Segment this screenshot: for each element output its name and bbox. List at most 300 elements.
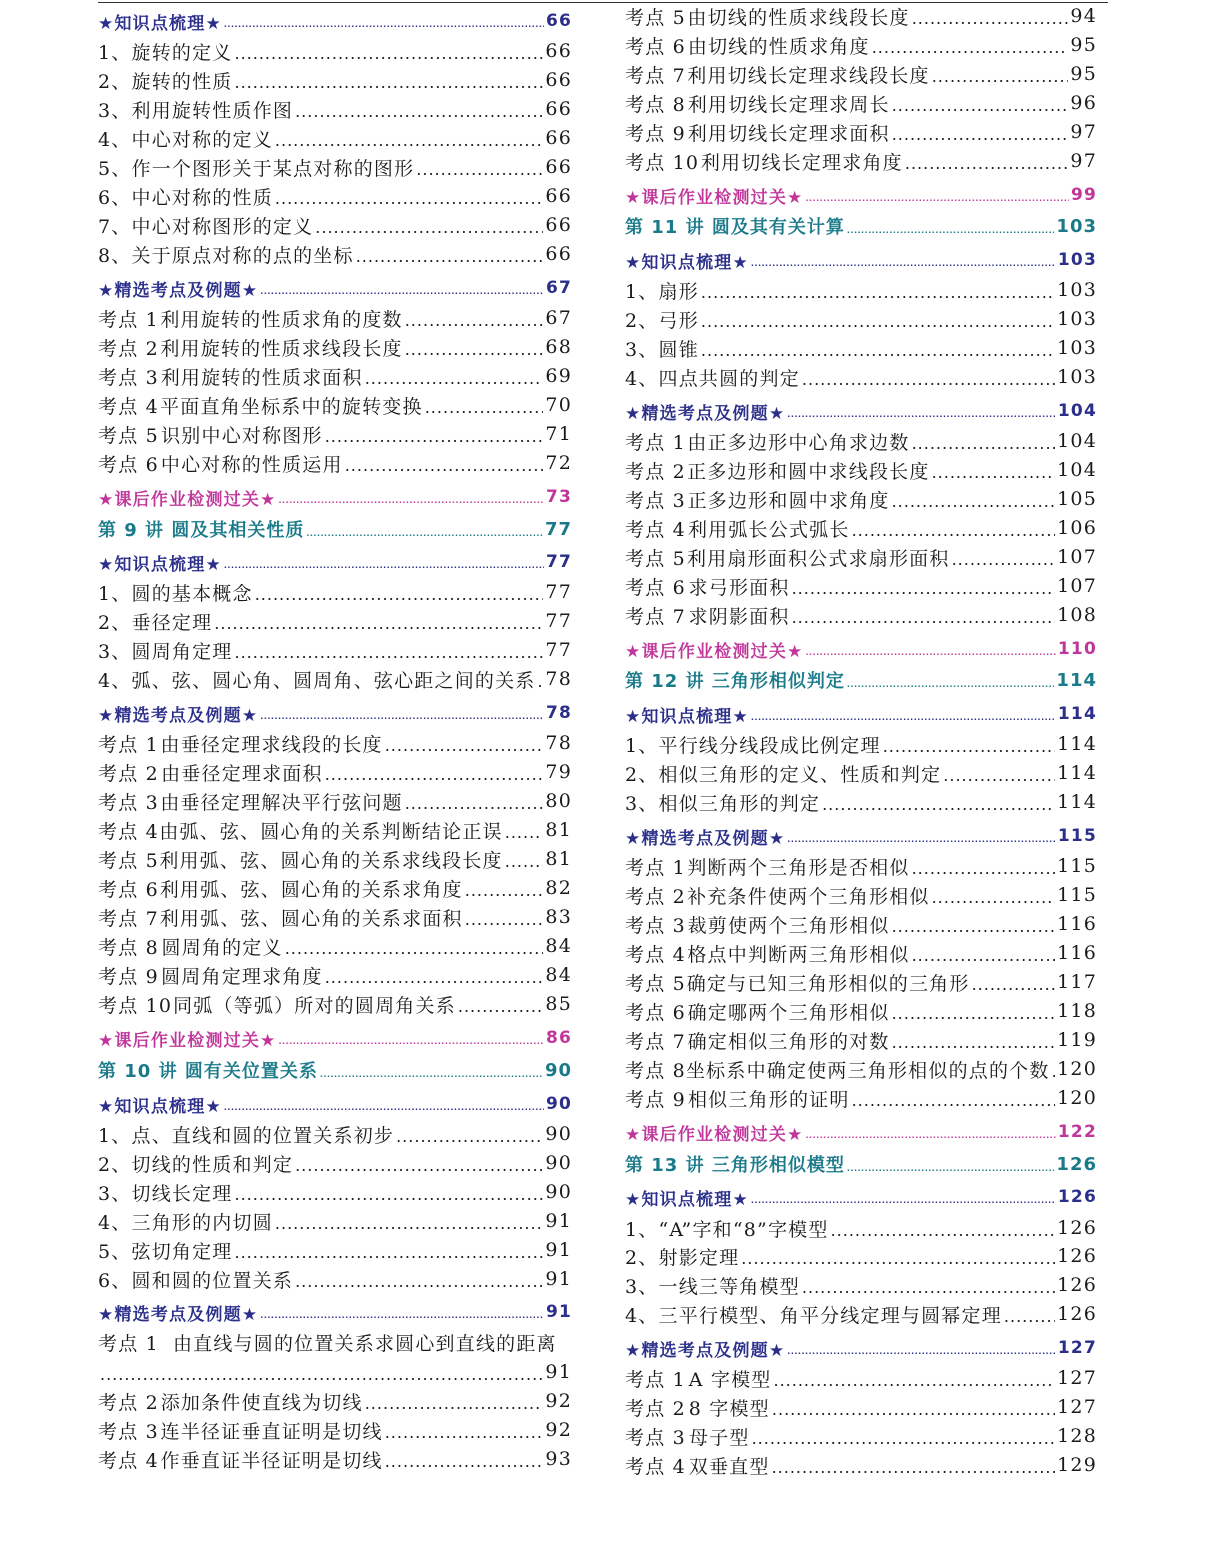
dot-leader (741, 1247, 1055, 1267)
exam-point-number: 考点 1 (98, 733, 159, 756)
dot-leader (802, 368, 1055, 388)
section-title: ★精选考点及例题★ (98, 705, 259, 726)
toc-exam-point[interactable] (625, 1452, 1097, 1478)
dot-leader (792, 606, 1056, 626)
chapter-title: 第 11 讲 圆及其有关计算 (625, 217, 845, 238)
section-title: ★知识点梳理★ (98, 13, 222, 34)
exam-point-title: 8 字模型 (688, 1397, 770, 1420)
exam-point-number: 考点 10 (625, 151, 700, 174)
toc-exam-point[interactable] (98, 817, 572, 843)
dot-leader (905, 152, 1069, 172)
dot-leader (385, 1450, 544, 1470)
exam-point-number: 考点 2 (625, 1397, 686, 1420)
toc-knowledge-item[interactable] (98, 1208, 572, 1234)
dot-leader (275, 187, 544, 207)
toc-exam-point[interactable] (98, 991, 572, 1017)
exam-point-number: 考点 6 (625, 576, 686, 599)
toc-section-heading[interactable] (625, 1119, 1097, 1145)
exam-point-title: 判断两个三角形是否相似 (687, 856, 910, 879)
item-title: 3、圆锥 (625, 338, 699, 361)
toc-exam-point[interactable] (98, 334, 572, 360)
toc-knowledge-item[interactable] (625, 1215, 1097, 1241)
exam-point-title: 利用切线长定理求面积 (687, 122, 890, 145)
exam-point-title: 补充条件使两个三角形相似 (687, 885, 930, 908)
toc-knowledge-item[interactable] (98, 1237, 572, 1263)
exam-point-number: 考点 6 (98, 878, 159, 901)
item-title: 1、平行线分线段成比例定理 (625, 734, 881, 757)
page-number: 91 (545, 1302, 572, 1322)
toc-exam-point[interactable] (625, 119, 1097, 145)
page-number: 72 (545, 452, 572, 474)
toc-knowledge-item[interactable] (98, 579, 572, 605)
toc-exam-point[interactable] (625, 90, 1097, 116)
page-number: 77 (545, 552, 572, 572)
toc-section-heading[interactable] (98, 1299, 572, 1325)
dot-leader (701, 310, 1055, 330)
dot-leader (100, 1363, 543, 1383)
exam-point-title: 作垂直证半径证明是切线 (160, 1449, 383, 1472)
toc-exam-point[interactable] (98, 933, 572, 959)
toc-knowledge-item[interactable] (98, 183, 572, 209)
toc-exam-point[interactable] (98, 904, 572, 930)
chapter-title: 第 12 讲 三角形相似判定 (625, 671, 845, 692)
toc-exam-point[interactable] (625, 853, 1097, 879)
toc-knowledge-item[interactable] (625, 1272, 1097, 1298)
toc-exam-point[interactable] (98, 846, 572, 872)
exam-point-title: 由弧、弦、圆心角的关系判断结论正误 (159, 820, 503, 843)
page-number: 84 (545, 935, 572, 957)
toc-exam-point[interactable] (98, 305, 572, 331)
page-number: 78 (545, 703, 572, 723)
item-title: 5、弦切角定理 (98, 1240, 233, 1263)
toc-knowledge-item[interactable] (98, 125, 572, 151)
page-number: 92 (545, 1390, 572, 1412)
item-title: 6、圆和圆的位置关系 (98, 1269, 294, 1292)
page-number: 69 (545, 365, 572, 387)
toc-knowledge-item[interactable] (98, 608, 572, 634)
toc-exam-point[interactable] (98, 363, 572, 389)
toc-section-heading[interactable] (625, 701, 1097, 727)
dot-leader (751, 705, 1056, 725)
page-number: 103 (1056, 215, 1097, 237)
page-number: 77 (544, 518, 572, 540)
item-title: 1、点、直线和圆的位置关系初步 (98, 1124, 395, 1147)
dot-leader (751, 1188, 1056, 1208)
dot-leader (235, 71, 544, 91)
toc-exam-point[interactable] (625, 882, 1097, 908)
exam-point-title: 利用切线长定理求线段长度 (687, 64, 930, 87)
exam-point-title: 确定哪两个三角形相似 (687, 1001, 890, 1024)
item-title: 6、中心对称的性质 (98, 186, 273, 209)
page-number: 97 (1070, 150, 1097, 172)
section-title: ★课后作业检测过关★ (625, 641, 804, 662)
toc-exam-point[interactable] (98, 1417, 572, 1443)
toc-exam-point[interactable] (625, 969, 1097, 995)
dot-leader (787, 827, 1056, 847)
page-number: 104 (1057, 401, 1097, 421)
toc-chapter-heading[interactable] (625, 213, 1097, 239)
item-title: 2、旋转的性质 (98, 70, 233, 93)
toc-knowledge-item[interactable] (98, 96, 572, 122)
page-number: 97 (1070, 121, 1097, 143)
exam-point-number: 考点 8 (625, 93, 686, 116)
dot-leader (425, 396, 544, 416)
exam-point-title: 由切线的性质求角度 (687, 35, 870, 58)
exam-point-title: 由正多边形中心角求边数 (687, 431, 910, 454)
page-number: 85 (545, 993, 572, 1015)
toc-exam-point[interactable] (625, 998, 1097, 1024)
toc-exam-point[interactable] (98, 392, 572, 418)
toc-exam-point[interactable] (625, 911, 1097, 937)
toc-knowledge-item[interactable] (98, 67, 572, 93)
dot-leader (235, 42, 544, 62)
page-number: 70 (545, 394, 572, 416)
page-number: 106 (1057, 517, 1097, 539)
section-title: ★精选考点及例题★ (625, 828, 786, 849)
dot-leader (774, 1369, 1056, 1389)
exam-point-title: 由垂径定理求线段的长度 (160, 733, 383, 756)
exam-point-title: 母子型 (688, 1426, 750, 1449)
page-number: 82 (545, 877, 572, 899)
exam-point-number: 考点 8 (625, 1059, 686, 1082)
toc-section-heading[interactable] (625, 247, 1097, 273)
toc-section-heading[interactable] (98, 8, 572, 34)
page-number: 115 (1057, 884, 1097, 906)
dot-leader (883, 735, 1055, 755)
toc-exam-point[interactable] (98, 1388, 572, 1414)
toc-exam-point[interactable] (98, 730, 572, 756)
page-number: 116 (1057, 942, 1097, 964)
page-number: 80 (545, 790, 572, 812)
toc-knowledge-item[interactable] (625, 1243, 1097, 1269)
section-title: ★课后作业检测过关★ (625, 1124, 804, 1145)
dot-leader (892, 915, 1056, 935)
exam-point-title: 相似三角形的证明 (687, 1088, 850, 1111)
page-number: 116 (1057, 913, 1097, 935)
dot-leader (912, 7, 1069, 27)
page-number: 127 (1057, 1367, 1097, 1389)
page-number: 79 (545, 761, 572, 783)
exam-point-number: 考点 3 (625, 489, 686, 512)
toc-exam-point[interactable] (625, 940, 1097, 966)
toc-knowledge-item[interactable] (98, 1121, 572, 1147)
dot-leader (852, 519, 1056, 539)
toc-exam-point[interactable] (625, 1423, 1097, 1449)
toc-section-heading[interactable] (625, 636, 1097, 662)
exam-point-title: A 字模型 (688, 1368, 772, 1391)
page-number: 107 (1057, 575, 1097, 597)
toc-exam-point[interactable] (98, 1329, 572, 1355)
dot-leader (320, 1061, 543, 1081)
item-title: 5、作一个图形关于某点对称的图形 (98, 157, 415, 180)
section-title: ★精选考点及例题★ (625, 403, 786, 424)
page-number: 91 (545, 1210, 572, 1232)
toc-exam-point[interactable] (625, 602, 1097, 628)
toc-section-heading[interactable] (98, 700, 572, 726)
exam-point-number: 考点 9 (625, 122, 686, 145)
toc-section-heading[interactable] (625, 823, 1097, 849)
dot-leader (892, 1002, 1056, 1022)
page-number: 104 (1057, 459, 1097, 481)
dot-leader (365, 367, 544, 387)
dot-leader (932, 65, 1069, 85)
exam-point-number: 考点 6 (625, 35, 686, 58)
page-number: 95 (1070, 34, 1097, 56)
exam-point-number: 考点 3 (98, 791, 159, 814)
toc-exam-point[interactable] (98, 759, 572, 785)
toc-exam-point[interactable] (98, 421, 572, 447)
toc-knowledge-item[interactable] (98, 1150, 572, 1176)
page-number: 126 (1057, 1274, 1097, 1296)
toc-exam-point[interactable] (625, 61, 1097, 87)
toc-knowledge-item[interactable] (625, 306, 1097, 332)
exam-point-number: 考点 4 (625, 943, 686, 966)
section-title: ★精选考点及例题★ (98, 1304, 259, 1325)
toc-exam-point[interactable] (625, 3, 1097, 29)
toc-knowledge-item[interactable] (98, 154, 572, 180)
page-number: 66 (545, 127, 572, 149)
dot-leader (275, 129, 544, 149)
section-title: ★课后作业检测过关★ (625, 187, 804, 208)
exam-point-number: 考点 1 (98, 308, 159, 331)
toc-knowledge-item[interactable] (625, 731, 1097, 757)
dot-leader (224, 1095, 544, 1115)
toc-section-heading[interactable] (98, 484, 572, 510)
toc-knowledge-item[interactable] (98, 212, 572, 238)
page-number: 120 (1057, 1058, 1097, 1080)
exam-point-title: 利用旋转的性质求面积 (160, 366, 363, 389)
toc-knowledge-item[interactable] (98, 38, 572, 64)
page-number: 83 (545, 906, 572, 928)
toc-section-heading[interactable] (625, 398, 1097, 424)
toc-exam-point[interactable] (98, 1446, 572, 1472)
toc-knowledge-item[interactable] (98, 1266, 572, 1292)
page-number: 90 (545, 1123, 572, 1145)
dot-leader (805, 1123, 1055, 1143)
page-number: 126 (1057, 1187, 1097, 1207)
page-number: 104 (1057, 430, 1097, 452)
page-number: 118 (1057, 1000, 1097, 1022)
toc-chapter-heading[interactable] (98, 516, 572, 542)
toc-exam-point[interactable] (625, 32, 1097, 58)
exam-point-number: 考点 3 (625, 1426, 686, 1449)
dot-leader (822, 793, 1055, 813)
toc-chapter-heading[interactable] (625, 667, 1097, 693)
toc-exam-point[interactable] (625, 544, 1097, 570)
dot-leader (458, 995, 544, 1015)
exam-point-title: 利用弧、弦、圆心角的关系求面积 (159, 907, 463, 930)
dot-leader (872, 36, 1069, 56)
toc-section-heading[interactable] (98, 1091, 572, 1117)
toc-exam-point[interactable] (625, 428, 1097, 454)
dot-leader (405, 309, 544, 329)
dot-leader (751, 251, 1056, 271)
toc-exam-point[interactable] (98, 788, 572, 814)
dot-leader (325, 425, 544, 445)
page-number: 71 (545, 423, 572, 445)
toc-knowledge-item[interactable] (98, 637, 572, 663)
page-number: 91 (545, 1239, 572, 1261)
toc-knowledge-item[interactable] (625, 335, 1097, 361)
page-number: 114 (1057, 704, 1097, 724)
exam-point-title: 利用弧长公式弧长 (687, 518, 850, 541)
item-title: 1、“A”字和“8”字模型 (625, 1218, 829, 1241)
exam-point-title: 利用旋转的性质求线段长度 (160, 337, 403, 360)
dot-leader (972, 973, 1056, 993)
page-number: 128 (1057, 1425, 1097, 1447)
exam-point-number: 考点 5 (98, 849, 159, 872)
page-number: 73 (545, 487, 572, 507)
toc-knowledge-item[interactable] (625, 364, 1097, 390)
dot-leader (892, 490, 1056, 510)
exam-point-number: 考点 3 (98, 1420, 159, 1443)
page-number: 66 (545, 243, 572, 265)
dot-leader (505, 850, 544, 870)
page-number: 103 (1057, 337, 1097, 359)
dot-leader (932, 886, 1056, 906)
page-number: 66 (545, 156, 572, 178)
exam-point-title: 正多边形和圆中求角度 (687, 489, 890, 512)
exam-point-number: 考点 4 (625, 518, 686, 541)
page-number: 126 (1057, 1217, 1097, 1239)
dot-leader (396, 1125, 543, 1145)
dot-leader (365, 1392, 544, 1412)
toc-exam-point[interactable] (625, 1085, 1097, 1111)
page-number: 93 (545, 1448, 572, 1470)
toc-knowledge-item[interactable] (625, 789, 1097, 815)
page-number: 90 (545, 1181, 572, 1203)
page-number: 77 (545, 581, 572, 603)
toc-chapter-heading[interactable] (98, 1057, 572, 1083)
toc-section-heading[interactable] (625, 182, 1097, 208)
dot-leader (356, 245, 544, 265)
section-title: ★精选考点及例题★ (625, 1340, 786, 1361)
page-number: 114 (1056, 669, 1097, 691)
exam-point-number: 考点 7 (98, 907, 159, 930)
toc-knowledge-item[interactable] (98, 666, 572, 692)
exam-point-title: 双垂直型 (688, 1455, 770, 1478)
page-number: 114 (1057, 791, 1097, 813)
toc-section-heading[interactable] (625, 1184, 1097, 1210)
page-number: 66 (545, 69, 572, 91)
dot-leader (465, 908, 544, 928)
page-number: 129 (1057, 1454, 1097, 1476)
toc-exam-point[interactable] (98, 875, 572, 901)
exam-point-title: 由切线的性质求线段长度 (687, 6, 910, 29)
dot-leader (952, 548, 1056, 568)
exam-point-number: 考点 10 (98, 994, 173, 1017)
dot-leader (805, 186, 1068, 206)
exam-point-number: 考点 2 (98, 762, 159, 785)
toc-exam-point[interactable] (625, 1365, 1097, 1391)
page-number: 127 (1057, 1396, 1097, 1418)
dot-leader (1004, 1305, 1055, 1325)
item-title: 3、切线长定理 (98, 1182, 233, 1205)
exam-point-title: 裁剪使两个三角形相似 (687, 914, 890, 937)
toc-exam-point[interactable] (625, 148, 1097, 174)
page-number: 94 (1070, 5, 1097, 27)
page-number: 90 (545, 1094, 572, 1114)
section-title: ★课后作业检测过关★ (98, 489, 277, 510)
exam-point-title: 求弓形面积 (688, 576, 790, 599)
page-number: 66 (545, 98, 572, 120)
dot-leader (892, 123, 1069, 143)
toc-exam-point[interactable] (625, 515, 1097, 541)
toc-exam-point[interactable] (625, 1027, 1097, 1053)
exam-point-number: 考点 7 (625, 605, 686, 628)
dot-leader (285, 937, 544, 957)
exam-point-number: 考点 7 (625, 1030, 686, 1053)
dot-leader (278, 488, 543, 508)
dot-leader (701, 281, 1055, 301)
dot-leader (345, 454, 544, 474)
dot-leader (255, 583, 544, 603)
exam-point-title: 利用旋转的性质求角的度数 (160, 308, 403, 331)
page-number: 117 (1057, 971, 1097, 993)
toc-exam-point[interactable] (625, 573, 1097, 599)
item-title: 3、一线三等角模型 (625, 1275, 800, 1298)
page-number: 122 (1057, 1122, 1097, 1142)
toc-chapter-heading[interactable] (625, 1151, 1097, 1177)
toc-knowledge-item[interactable] (625, 760, 1097, 786)
toc-section-heading[interactable] (98, 549, 572, 575)
page-number: 66 (545, 185, 572, 207)
toc-knowledge-item[interactable] (625, 1301, 1097, 1327)
exam-point-title: 由直线与圆的位置关系求圆心到直线的距离 (172, 1332, 557, 1355)
dot-leader (295, 1154, 543, 1174)
exam-point-number: 考点 2 (625, 885, 686, 908)
exam-point-title: 圆周角的定义 (161, 936, 283, 959)
item-title: 3、利用旋转性质作图 (98, 99, 294, 122)
page-number: 120 (1057, 1087, 1097, 1109)
section-title: ★精选考点及例题★ (98, 280, 259, 301)
toc-exam-point[interactable] (98, 450, 572, 476)
toc-knowledge-item[interactable] (98, 241, 572, 267)
page-number: 86 (545, 1028, 572, 1048)
dot-leader (306, 520, 543, 540)
toc-exam-point[interactable] (625, 486, 1097, 512)
exam-point-title: 由垂径定理解决平行弦问题 (160, 791, 403, 814)
dot-leader (787, 402, 1056, 422)
exam-point-title: 利用弧、弦、圆心角的关系求线段长度 (159, 849, 503, 872)
exam-point-number: 考点 1 (625, 1368, 686, 1391)
page-number: 119 (1057, 1029, 1097, 1051)
exam-point-title: 求阴影面积 (688, 605, 790, 628)
toc-section-heading[interactable] (625, 1335, 1097, 1361)
page-number: 115 (1057, 855, 1097, 877)
toc-section-heading[interactable] (98, 275, 572, 301)
toc-exam-point[interactable] (625, 1056, 1097, 1082)
toc-exam-point[interactable] (625, 1394, 1097, 1420)
toc-section-heading[interactable] (98, 1025, 572, 1051)
toc-exam-point-continuation[interactable] (98, 1359, 572, 1385)
page-number: 78 (545, 668, 572, 690)
exam-point-title: 中心对称的性质运用 (160, 453, 343, 476)
toc-exam-point[interactable] (625, 457, 1097, 483)
page-number: 114 (1057, 733, 1097, 755)
dot-leader (752, 1427, 1056, 1447)
dot-leader (772, 1456, 1056, 1476)
toc-exam-point[interactable] (98, 962, 572, 988)
toc-knowledge-item[interactable] (625, 277, 1097, 303)
item-title: 2、相似三角形的定义、性质和判定 (625, 763, 942, 786)
exam-point-number: 考点 4 (98, 1449, 159, 1472)
dot-leader (235, 1183, 544, 1203)
dot-leader (805, 640, 1055, 660)
exam-point-number: 考点 4 (98, 395, 159, 418)
dot-leader (295, 100, 543, 120)
toc-knowledge-item[interactable] (98, 1179, 572, 1205)
